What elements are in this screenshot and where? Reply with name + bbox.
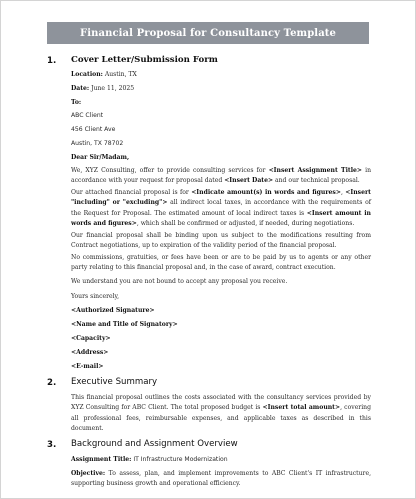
address-line-3: Austin, TX 78702 <box>71 140 124 147</box>
address-line-2: 456 Client Ave <box>71 126 116 133</box>
location-line <box>71 70 371 81</box>
paragraph-offer: We, XYZ Consulting, offer to provide consulting services for <Insert Assignment Title> in accordance with your request for proposal dated <Insert Date> and our technical proposal. <box>71 167 371 185</box>
date-line <box>71 84 371 95</box>
signature-authorized: <Authorized Signature> <box>71 307 155 314</box>
location-value: Austin, TX <box>104 71 137 78</box>
to-label: To: <box>71 99 82 106</box>
section-2-title: Executive Summary <box>71 377 158 387</box>
paragraph-not-bound: We understand you are not bound to accept any proposal you receive. <box>71 278 288 285</box>
to-line <box>71 98 371 109</box>
section-3-number: 3. <box>47 440 57 450</box>
closing: Yours sincerely, <box>71 293 120 300</box>
section-2-number: 2. <box>47 378 57 388</box>
signature-address: <Address> <box>71 349 109 356</box>
location-label: Location: <box>71 71 103 78</box>
signature-email: <E-mail> <box>71 363 104 370</box>
objective-line: Objective: To assess, plan, and implement improvements to ABC Client's IT infrastructure, supporting business growth and operational efficiency. <box>71 470 372 488</box>
paragraph-financial: Our attached financial proposal is for <Indicate amount(s) in words and figures>, <Insert "including" or "excluding"> all indirect local taxes, in accordance with the requirements of the Request for Proposal. The estimated amount of local indirect taxes is <Insert amount in words and figures>, which shall be confirmed or adjusted, if needed, during negotiations. <box>71 189 371 228</box>
date-value: June 11, 2025 <box>91 85 135 92</box>
signature-capacity: <Capacity> <box>71 335 111 342</box>
section-3-title: Background and Assignment Overview <box>71 439 238 449</box>
paragraph-commissions: No commissions, gratuities, or fees have been or are to be paid by us to agents or any other party relating to this financial proposal and, in the case of award, contract execution. <box>71 254 371 272</box>
date-label: Date: <box>71 85 90 92</box>
assignment-title-line <box>71 455 371 466</box>
address-line-1: ABC Client <box>71 112 104 119</box>
section-1-number: 1. <box>47 56 57 66</box>
assignment-value: IT Infrastructure Modernization <box>133 456 228 463</box>
salutation: Dear Sir/Madam, <box>71 154 130 161</box>
assignment-label: Assignment Title: <box>71 456 132 463</box>
paragraph-summary: This financial proposal outlines the costs associated with the consultancy services provided by XYZ Consulting for ABC Client. The total proposed budget is <Insert total amount>, covering all professional fees, reimbursable expenses, and applicable taxes as described in this document. <box>71 394 371 433</box>
paragraph-binding: Our financial proposal shall be binding upon us subject to the modifications resulting from Contract negotiations, up to expiration of the validity period of the financial proposal. <box>71 232 371 250</box>
section-1-title: Cover Letter/Submission Form <box>71 55 218 65</box>
document-title: Financial Proposal for Consultancy Template <box>47 22 369 44</box>
signature-name-title: <Name and Title of Signatory> <box>71 321 178 328</box>
